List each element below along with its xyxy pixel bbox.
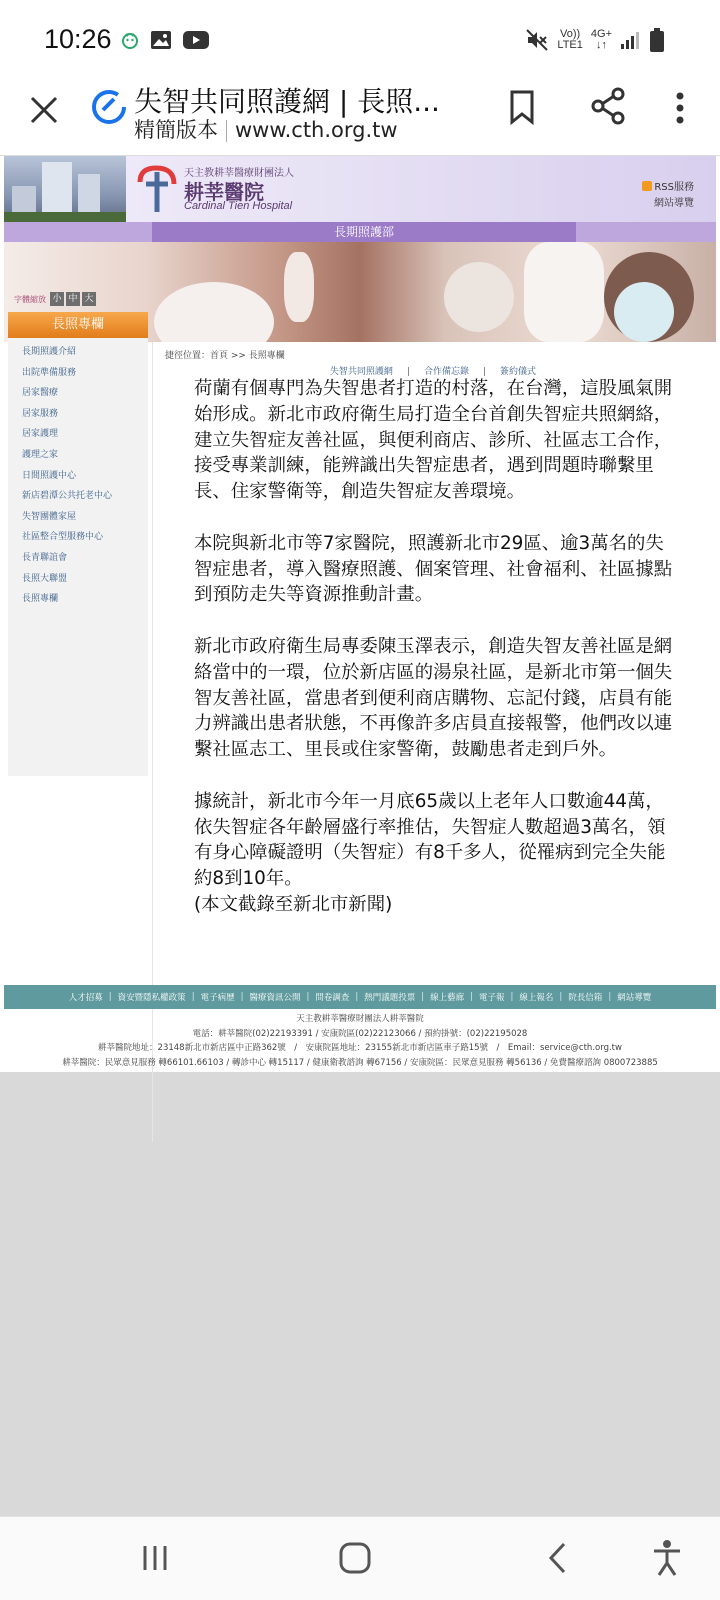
hospital-logo-icon [134, 162, 180, 216]
lite-mode-label: 精簡版本 [134, 118, 218, 142]
subnav-link-mou[interactable]: 合作備忘錄 [423, 367, 469, 377]
page-title: 失智共同照護網 | 長照... [134, 85, 440, 118]
footer-link[interactable]: 院長信箱 [568, 993, 603, 1003]
breadcrumb: 捷徑位置：首頁 >> 長照專欄 [165, 351, 285, 361]
article-paragraph: 新北市政府衛生局專委陳玉澤表示，創造失智友善社區是網絡當中的一環，位於新店區的湯泉社區，是新北市第一個失智友善社區，當患者到便利商店購物、忘記付錢，店員有能力辨識出患者狀態，不再像許多店員直接報警，他們改以連繫社區志工、里長或住家警衛，鼓勵患者走到戶外。 [194, 635, 673, 761]
rss-link[interactable]: RSS服務 [642, 178, 694, 193]
footer-link[interactable]: 線上藝廊 [430, 993, 465, 1003]
article-body [194, 376, 680, 918]
status-bar [0, 0, 720, 80]
youtube-icon [182, 30, 210, 50]
logo-org: 天主教耕莘醫療財團法人 [184, 168, 294, 179]
recent-apps-icon[interactable] [140, 1543, 170, 1573]
sidebar-item-home-service[interactable]: 居家服務 [22, 408, 59, 419]
subnav-link-care-network[interactable]: 失智共同照護網 [329, 367, 393, 377]
rss-icon [642, 181, 652, 191]
font-size-label: 字體縮放 [14, 294, 46, 304]
site-header [4, 156, 716, 222]
footer-phones: 電話：耕莘醫院(02)22193391 / 安康院區(02)22123066 / 預約掛號：(02)22195028 [192, 1028, 528, 1039]
sidebar-item-home-nursing[interactable]: 居家護理 [22, 429, 59, 440]
close-icon[interactable] [24, 90, 64, 130]
footer-info [4, 1012, 716, 1070]
font-medium-button[interactable]: 中 [66, 292, 80, 306]
hospital-building-image [4, 156, 126, 222]
footer-address: 耕莘醫院地址：23148新北市新店區中正路362號 / 安康院區地址：23155新北市新店區車子路15號 / Email：service@cth.org.tw [98, 1043, 622, 1053]
article-paragraph: 據統計，新北市今年一月底65歲以上老年人口數逾44萬，依失智症各年齡層盛行率推估，失智症人數超過3萬名，領有身心障礙證明（失智症）有8千多人，從罹病到完全失能約8到10年。 [194, 790, 666, 890]
signal-icon [620, 30, 642, 50]
sidebar-menu [8, 342, 148, 610]
battery-icon [650, 28, 664, 52]
department-bar [4, 222, 716, 242]
lite-mode-icon[interactable] [90, 88, 128, 126]
article-source: (本文截錄至新北市新聞) [194, 893, 393, 915]
footer-link[interactable]: 電子病歷 [200, 993, 235, 1003]
home-icon[interactable] [338, 1541, 372, 1575]
notification-icons [120, 30, 210, 50]
footer-link[interactable]: 網站導覽 [617, 993, 652, 1003]
sitemap-link[interactable]: 網站導覽 [654, 198, 694, 209]
sidebar-item-community-center[interactable]: 社區整合型服務中心 [22, 532, 104, 543]
footer-org: 天主教耕莘醫療財團法人耕莘醫院 [296, 1014, 424, 1024]
logo-english: Cardinal Tien Hospital [184, 200, 293, 212]
footer-link[interactable]: 電子報 [479, 993, 505, 1003]
web-content [0, 156, 720, 1072]
back-icon[interactable] [546, 1541, 570, 1575]
font-size-control [14, 292, 96, 306]
status-time: 10:26 [44, 24, 112, 54]
footer-link[interactable]: 問卷調查 [315, 993, 350, 1003]
sidebar-item-public-elder-care[interactable]: 新店碧潭公共托老中心 [22, 491, 113, 502]
system-icons [525, 28, 664, 52]
sidebar-item-day-care[interactable]: 日間照護中心 [22, 470, 77, 481]
footer-link[interactable]: 熱門議題投票 [364, 993, 416, 1003]
sidebar-item-ltc-intro[interactable]: 長期照護介紹 [22, 347, 77, 357]
footer-link[interactable]: 資安暨隱私權政策 [117, 993, 186, 1003]
footer-link[interactable]: 人才招募 [68, 993, 103, 1003]
sidebar-item-discharge[interactable]: 出院準備服務 [22, 367, 77, 378]
footer-extensions: 耕莘醫院：民眾意見服務 轉66101.66103 / 轉診中心 轉15117 / 健康衛教諮詢 轉67156 / 安康院區：民眾意見服務 轉56136 / 免費醫療諮詢 0800723885 [62, 1057, 658, 1068]
department-title: 長期照護部 [152, 222, 576, 242]
sidebar-item-nursing-home[interactable]: 護理之家 [22, 449, 59, 460]
network-label: Vo)) LTE1 [557, 28, 583, 51]
face-icon [120, 30, 140, 50]
logo-name: 耕莘醫院 [184, 180, 264, 204]
sidebar [8, 312, 148, 776]
system-navigation-bar [0, 1516, 720, 1600]
more-options-icon[interactable] [670, 88, 690, 128]
browser-toolbar [0, 80, 720, 156]
footer-link[interactable]: 醫療資訊公開 [249, 993, 301, 1003]
font-large-button[interactable]: 大 [82, 292, 96, 306]
footer-link[interactable]: 線上報名 [519, 993, 554, 1003]
share-icon[interactable] [588, 86, 628, 126]
bookmark-icon[interactable] [506, 88, 538, 128]
sidebar-item-ltc-column[interactable]: 長照專欄 [22, 594, 59, 605]
sidebar-item-seniors-club[interactable]: 長青聯誼會 [22, 552, 68, 563]
article-paragraph: 本院與新北市等7家醫院，照護新北市29區、逾3萬名的失智症患者，導入醫療照護、個案管理、社會福利、社區據點到預防走失等資源推動計畫。 [194, 532, 673, 606]
footer-links: 人才招募 | 資安暨隱私權政策 | 電子病歷 | 醫療資訊公開 | 問卷調查 | 熱門議題投票 | 線上藝廊 | 電子報 | 線上報名 | 院長信箱 | 網站導覽 [4, 985, 716, 1009]
sidebar-item-dementia-group-home[interactable]: 失智團體家屋 [22, 511, 77, 522]
sidebar-title: 長照專欄 [8, 312, 148, 338]
sub-navigation: 失智共同照護網 | 合作備忘錄 | 簽約儀式 [329, 367, 537, 377]
page-subtitle [134, 114, 398, 144]
subnav-link-signing[interactable]: 簽約儀式 [500, 367, 537, 377]
article-paragraph: 荷蘭有個專門為失智患者打造的村落，在台灣，這股風氣開始形成。新北市政府衛生局打造全台首創失智症共照網絡，建立失智症友善社區，與便利商店、診所、社區志工合作，接受專業訓練，能辨識出失智症患者，遇到問題時聯繫里長、住家警衛等，創造失智症友善環境。 [194, 378, 673, 503]
image-icon [150, 30, 172, 50]
sidebar-item-ltc-alliance[interactable]: 長照大聯盟 [22, 573, 68, 584]
mute-icon [525, 28, 549, 52]
page-url: www.cth.org.tw [235, 118, 398, 142]
accessibility-icon[interactable] [652, 1539, 682, 1577]
font-small-button[interactable]: 小 [50, 292, 64, 306]
data-label: 4G+ ↓↑ [590, 28, 612, 51]
sidebar-item-home-medical[interactable]: 居家醫療 [22, 388, 59, 399]
